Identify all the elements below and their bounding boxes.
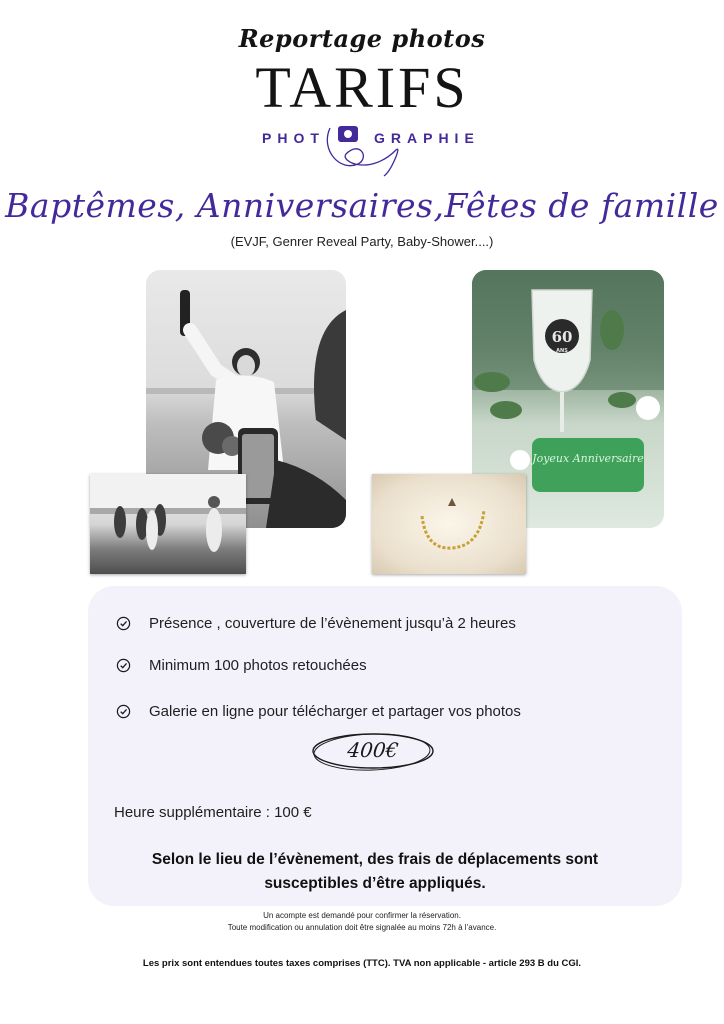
photo-friends-beach [90, 474, 246, 574]
check-circle-icon [116, 616, 131, 631]
headline-title: Baptêmes, Anniversaires,Fêtes de famille [5, 186, 719, 225]
extra-hour-price: Heure supplémentaire : 100 € [114, 804, 312, 821]
photo-bracelet [372, 474, 526, 574]
photo-friends-illustration [90, 474, 246, 574]
tax-note: Les prix sont entendues toutes taxes comprises (TTC). TVA non applicable - article 293 B du CGI. [142, 958, 582, 969]
logo-swash-icon [300, 120, 430, 180]
headline-subtitle: (EVJF, Genrer Reveal Party, Baby-Shower....) [230, 234, 494, 249]
feature-label: Galerie en ligne pour télécharger et partager vos photos [149, 702, 521, 720]
logo-text-left: PHOT [262, 130, 325, 146]
glass-engraving-label: ANS [556, 348, 568, 354]
feature-label: Minimum 100 photos retouchées [149, 656, 367, 674]
fine-print [0, 910, 724, 934]
header-subtitle: Reportage photos [238, 24, 486, 53]
check-circle-icon [116, 704, 131, 719]
photo-bracelet-illustration [372, 474, 526, 574]
page-title: TARIFS [255, 55, 469, 120]
travel-fees-note: Selon le lieu de l’évènement, des frais de déplacements sont susceptibles d’être appliqués. [151, 851, 599, 892]
glass-engraving-number: 60 [551, 328, 573, 346]
logo-text-right: GRAPHIE [374, 130, 480, 146]
price-value: 400€ [346, 738, 400, 762]
deposit-note: Un acompte est demandé pour confirmer la réservation. [263, 911, 461, 920]
cancellation-note: Toute modification ou annulation doit être signalée au moins 72h à l’avance. [227, 923, 497, 932]
camera-icon [338, 126, 358, 142]
feature-item [116, 654, 367, 676]
feature-item [116, 612, 516, 634]
check-circle-icon [116, 658, 131, 673]
cake-topper-text: Joyeux Anniversaire [532, 452, 644, 465]
feature-item [116, 700, 521, 722]
feature-label: Présence , couverture de l’évènement jusqu’à 2 heures [149, 614, 516, 632]
brand-logo [0, 120, 724, 180]
